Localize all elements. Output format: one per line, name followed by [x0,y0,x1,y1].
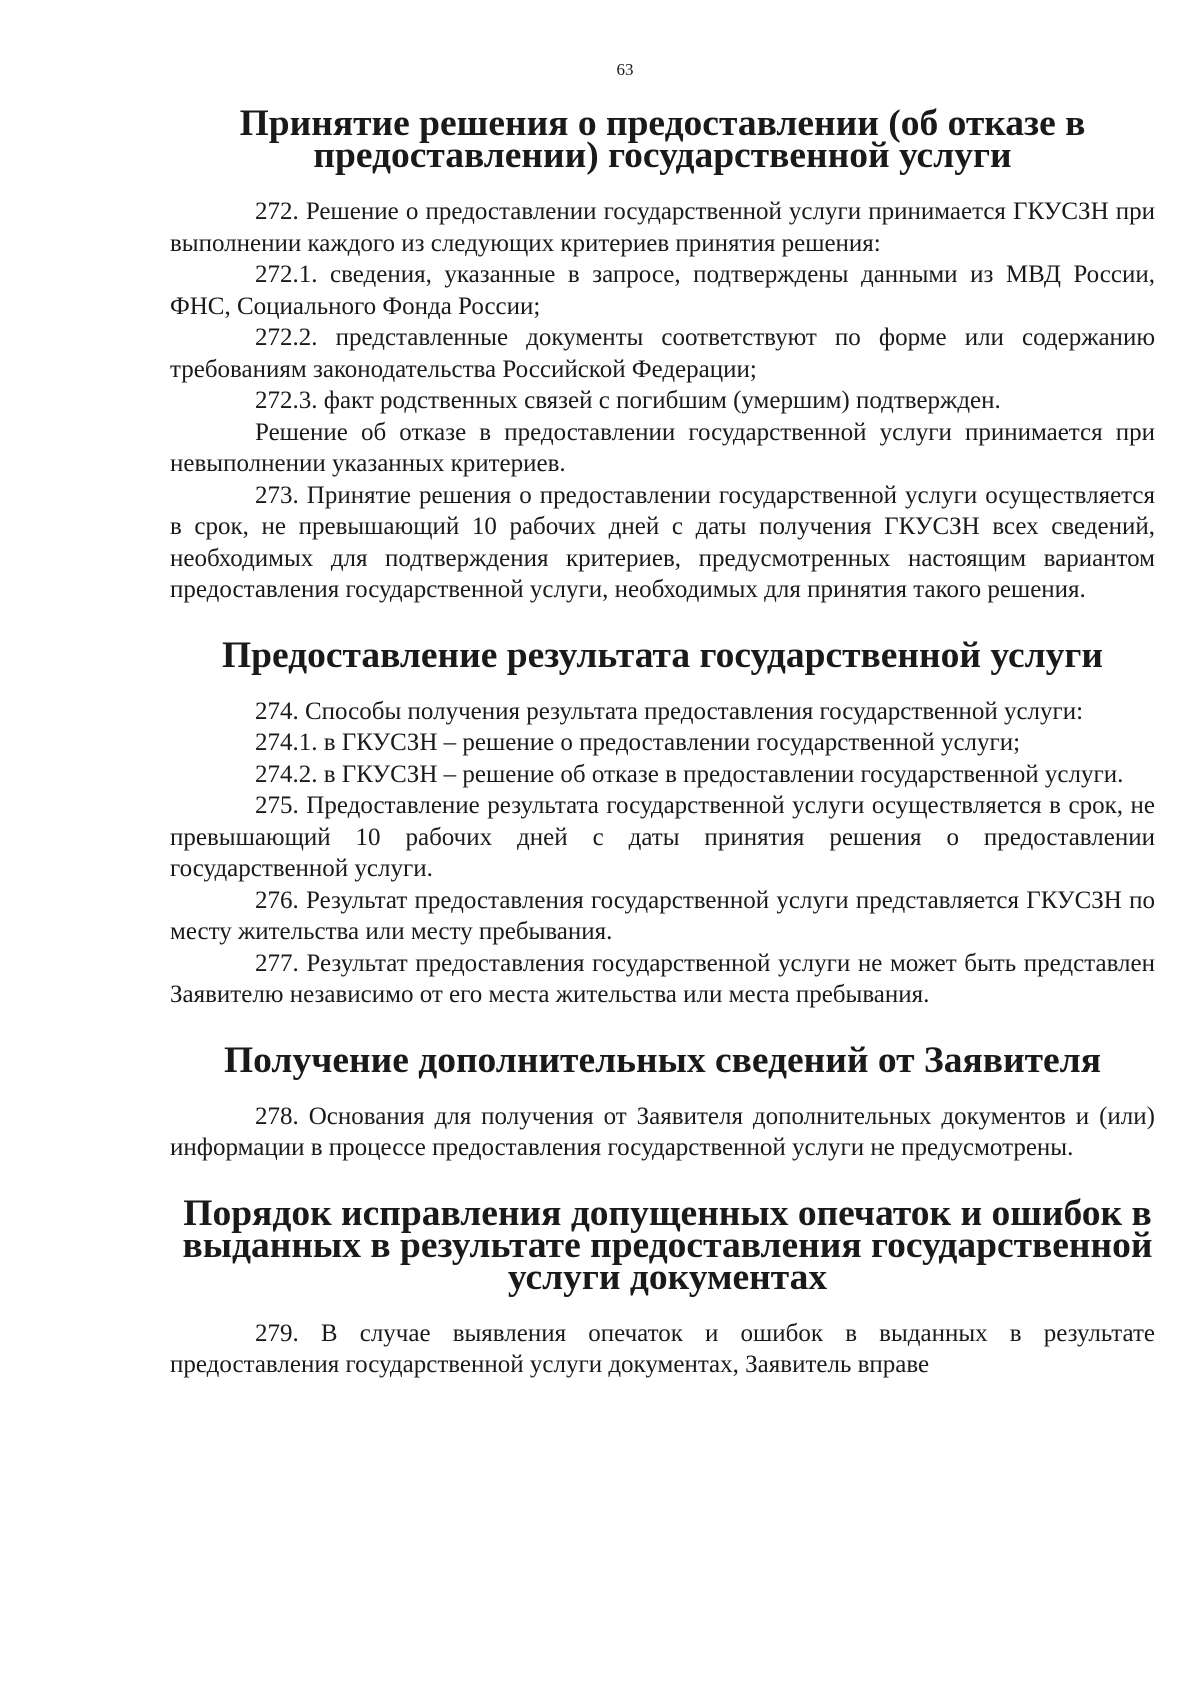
paragraph-refusal: Решение об отказе в предоставлении государственной услуги принимается при невыполнении указанных критериев. [170,418,1155,477]
page-number: 63 [616,60,634,79]
section-heading-result: Предоставление результата государственной услуги [221,634,1104,676]
section-heading-decision: Принятие решения о предоставлении (об отказе в предоставлении) государственной услуги [239,103,1086,176]
paragraph-274: 274. Способы получения результата предоставления государственной услуги: [255,697,1084,725]
paragraph-273: 273. Принятие решения о предоставлении государственной услуги осуществляется в срок, не превышающий 10 рабочих дней с даты получения ГКУСЗН всех сведений, необходимых для подтверждения критериев, предусмотренных настоящим вариантом предоставления государственной услуги, необходимых для принятия такого решения. [170,481,1155,603]
paragraph-274-2: 274.2. в ГКУСЗН – решение об отказе в предоставлении государственной услуги. [255,760,1124,788]
paragraph-272-3: 272.3. факт родственных связей с погибшим (умершим) подтвержден. [255,387,1001,414]
paragraph-272-2: 272.2. представленные документы соответствуют по форме или содержанию требованиям законодательства Российской Федерации; [170,324,1155,383]
paragraph-279: 279. В случае выявления опечаток и ошибок в выданных в результате предоставления государственной услуги документах, Заявитель вправе [170,1319,1155,1378]
paragraph-275: 275. Предоставление результата государственной услуги осуществляется в срок, не превышающий 10 рабочих дней с даты принятия решения о предоставлении государственной услуги. [170,792,1155,882]
paragraph-274-1: 274.1. в ГКУСЗН – решение о предоставлении государственной услуги; [255,729,1021,756]
paragraph-276: 276. Результат предоставления государственной услуги представляется ГКУСЗН по месту жительства или месту пребывания. [170,886,1155,945]
paragraph-272: 272. Решение о предоставлении государственной услуги принимается ГКУСЗН при выполнении каждого из следующих критериев принятия решения: [170,198,1155,257]
section-heading-corrections: Порядок исправления допущенных опечаток и ошибок в выданных в результате предоставления государственной услуги документах [182,1192,1153,1298]
paragraph-277: 277. Результат предоставления государственной услуги не может быть представлен Заявителю независимо от его места жительства или места пребывания. [170,949,1155,1008]
document-body [170,103,1155,1381]
paragraph-278: 278. Основания для получения от Заявителя дополнительных документов и (или) информации в процессе предоставления государственной услуги не предусмотрены. [170,1102,1155,1161]
paragraph-272-1: 272.1. сведения, указанные в запросе, подтверждены данными из МВД России, ФНС, Социального Фонда России; [170,261,1155,320]
section-heading-additional-info: Получение дополнительных сведений от Заявителя [223,1039,1101,1081]
